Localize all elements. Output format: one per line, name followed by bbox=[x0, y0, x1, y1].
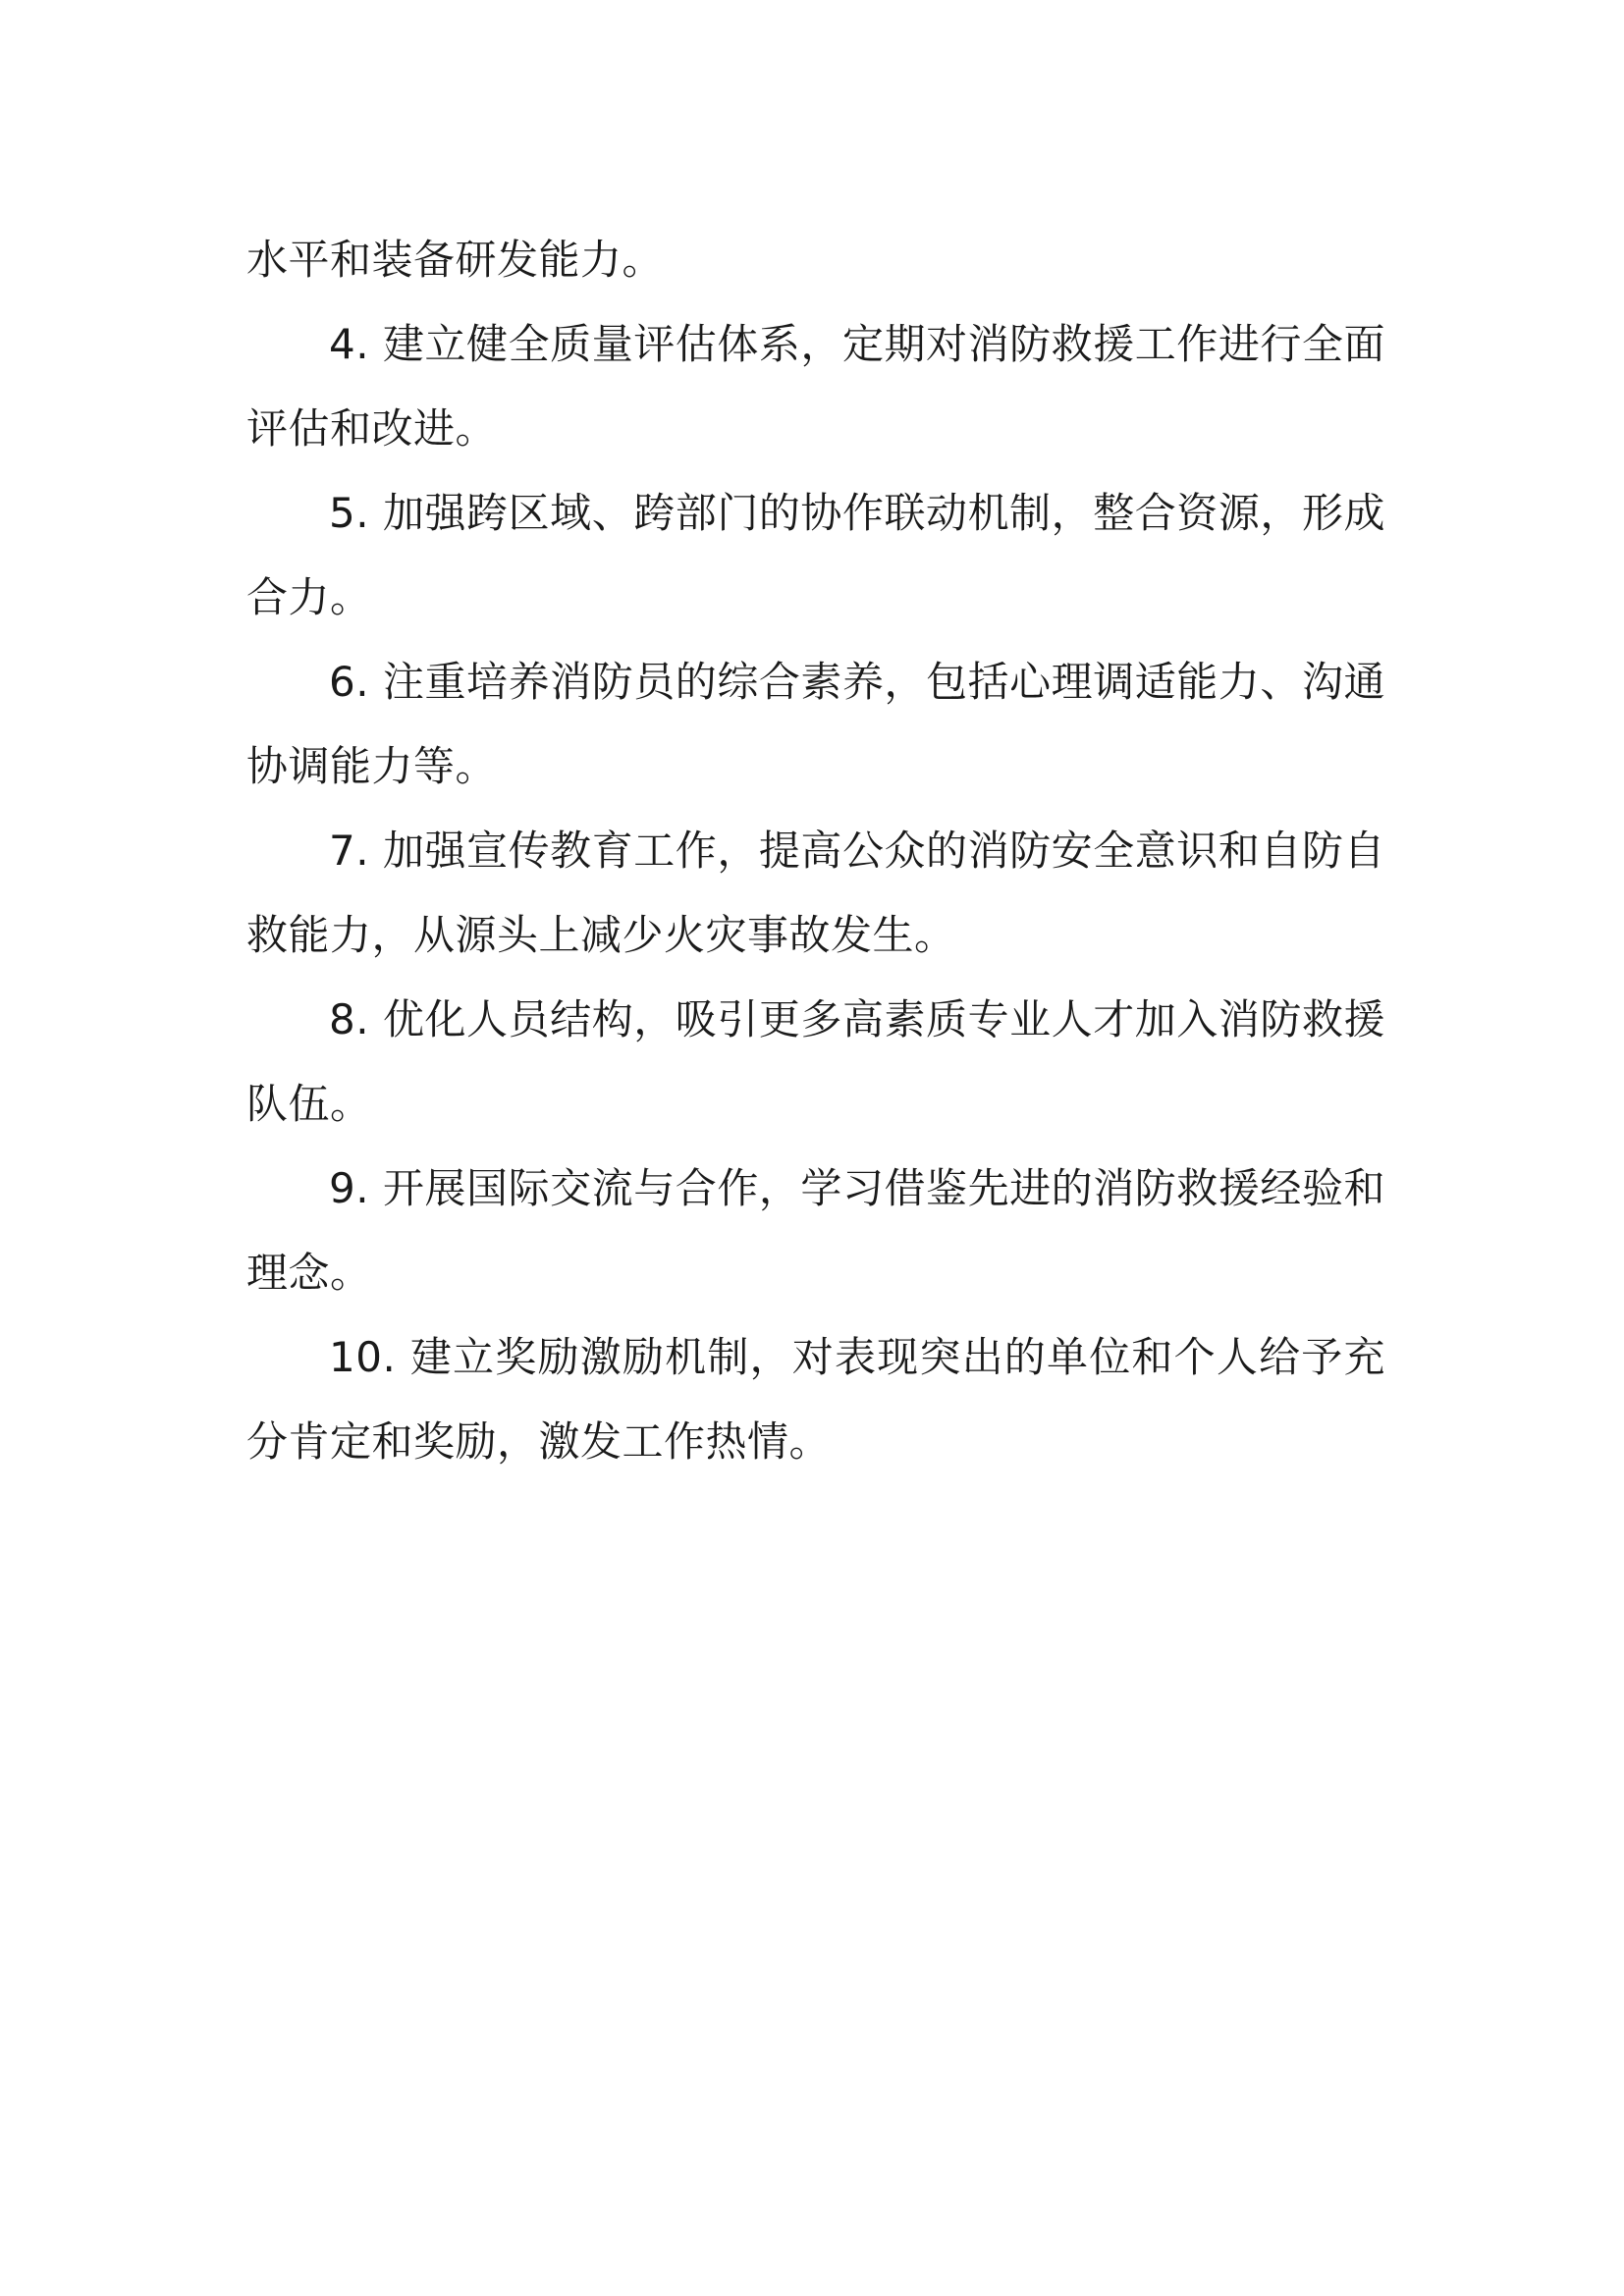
list-item-4: 4. 建立健全质量评估体系，定期对消防救援工作进行全面评估和改进。 bbox=[246, 320, 1385, 453]
document-body bbox=[246, 218, 1385, 1484]
list-item-9: 9. 开展国际交流与合作，学习借鉴先进的消防救援经验和理念。 bbox=[246, 1164, 1385, 1297]
list-item-5: 5. 加强跨区域、跨部门的协作联动机制，整合资源，形成合力。 bbox=[246, 489, 1385, 621]
list-item-7: 7. 加强宣传教育工作，提高公众的消防安全意识和自防自救能力，从源头上减少火灾事故发生。 bbox=[246, 827, 1385, 959]
list-item-8: 8. 优化人员结构，吸引更多高素质专业人才加入消防救援队伍。 bbox=[246, 995, 1385, 1128]
list-item-10: 10. 建立奖励激励机制，对表现突出的单位和个人给予充分肯定和奖励，激发工作热情。 bbox=[246, 1333, 1385, 1466]
paragraph-continuation: 水平和装备研发能力。 bbox=[246, 236, 665, 284]
list-item-6: 6. 注重培养消防员的综合素养，包括心理调适能力、沟通协调能力等。 bbox=[246, 658, 1385, 790]
